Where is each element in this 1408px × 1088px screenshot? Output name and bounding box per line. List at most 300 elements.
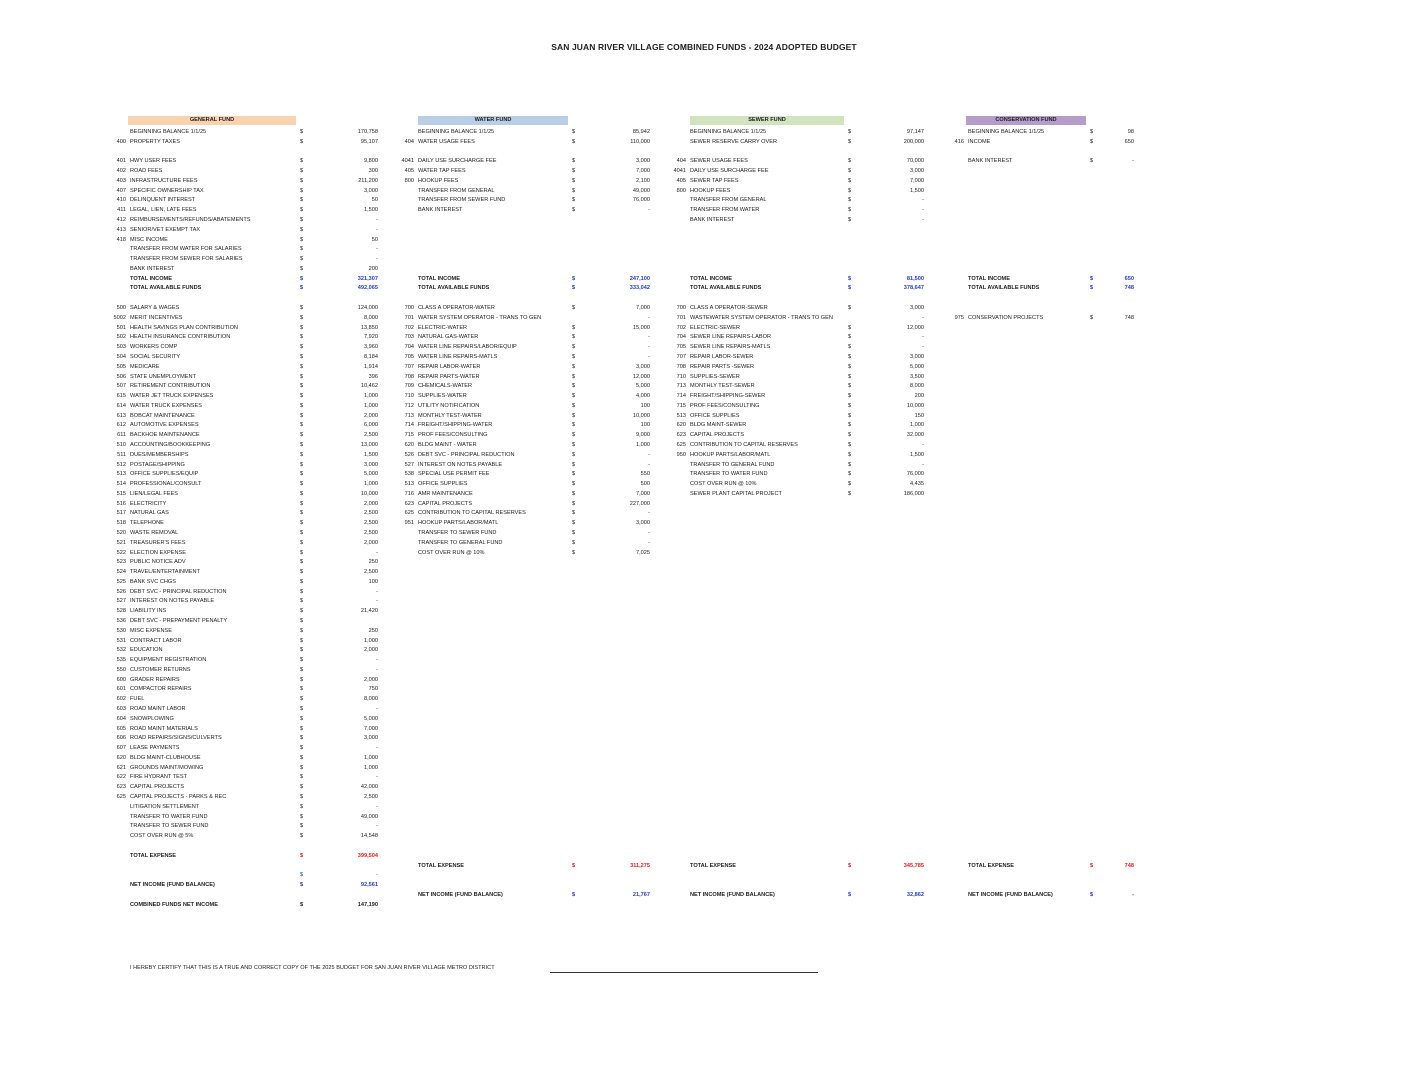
line-label: COMPACTOR REPAIRS xyxy=(130,686,192,693)
currency-symbol: $ xyxy=(300,872,304,879)
line-code: 404 xyxy=(676,158,686,165)
budget-row xyxy=(112,772,388,782)
line-amount: 1,000 xyxy=(636,441,650,448)
currency-symbol: $ xyxy=(300,275,304,282)
line-label: CONTRIBUTION TO CAPITAL RESERVES xyxy=(690,441,798,448)
budget-row xyxy=(672,460,934,470)
currency-symbol: $ xyxy=(572,383,576,390)
line-amount: - xyxy=(648,344,650,351)
line-code: 705 xyxy=(404,353,414,360)
line-amount: 124,000 xyxy=(357,305,378,312)
line-code: 505 xyxy=(116,363,126,370)
line-amount: 2,500 xyxy=(364,432,378,439)
budget-row xyxy=(112,655,388,665)
budget-row xyxy=(112,684,388,694)
line-label: PROFESSIONAL/CONSULT xyxy=(130,481,202,488)
currency-symbol: $ xyxy=(300,764,304,771)
line-amount: 32,000 xyxy=(906,432,924,439)
line-amount: - xyxy=(1132,891,1134,898)
budget-row xyxy=(950,861,1144,871)
line-amount: 500 xyxy=(640,481,650,488)
line-amount: 49,000 xyxy=(360,813,378,820)
currency-symbol: $ xyxy=(572,275,576,282)
line-amount: - xyxy=(376,598,378,605)
line-label: SEWER USAGE FEES xyxy=(690,158,748,165)
budget-row xyxy=(112,694,388,704)
line-amount: 97,147 xyxy=(906,129,924,135)
line-amount: 21,767 xyxy=(632,891,650,898)
line-code: 5002 xyxy=(113,314,126,321)
currency-symbol: $ xyxy=(848,158,852,165)
currency-symbol: $ xyxy=(848,402,852,409)
line-code: 707 xyxy=(676,353,686,360)
line-label: PROF FEES/CONSULTING xyxy=(690,402,760,409)
currency-symbol: $ xyxy=(300,236,304,243)
line-amount: 1,500 xyxy=(910,451,924,458)
line-amount: 345,785 xyxy=(903,862,924,869)
budget-row xyxy=(112,352,388,362)
line-label: ROAD REPAIRS/SIGNS/CULVERTS xyxy=(130,735,222,742)
line-amount: 321,307 xyxy=(357,275,378,282)
line-code: 521 xyxy=(116,539,126,546)
currency-symbol: $ xyxy=(572,539,576,546)
budget-row xyxy=(112,900,388,910)
line-code: 620 xyxy=(676,422,686,429)
line-amount: 7,000 xyxy=(636,305,650,312)
line-code: 504 xyxy=(116,353,126,360)
line-label: BLDG MAINT - WATER xyxy=(418,441,477,448)
line-code: 517 xyxy=(116,510,126,517)
line-code: 536 xyxy=(116,618,126,624)
currency-symbol: $ xyxy=(300,305,304,312)
currency-symbol: $ xyxy=(848,207,852,214)
line-code: 404 xyxy=(404,138,414,145)
line-label: BOBCAT MAINTENANCE xyxy=(130,412,195,419)
budget-row xyxy=(672,215,934,225)
line-code: 700 xyxy=(404,305,414,312)
budget-row xyxy=(950,156,1144,166)
line-label: ELECTRIC-SEWER xyxy=(690,324,741,331)
line-amount: 9,800 xyxy=(364,158,378,165)
line-amount: 7,025 xyxy=(636,549,650,556)
currency-symbol: $ xyxy=(300,813,304,820)
currency-symbol: $ xyxy=(572,461,576,468)
budget-row xyxy=(400,274,660,284)
currency-symbol: $ xyxy=(848,451,852,458)
currency-symbol: $ xyxy=(300,754,304,761)
line-code: 506 xyxy=(116,373,126,380)
currency-symbol: $ xyxy=(572,422,576,429)
line-code: 538 xyxy=(404,471,414,478)
line-code: 410 xyxy=(116,197,126,204)
line-amount: 50 xyxy=(371,197,378,204)
currency-symbol: $ xyxy=(1090,158,1094,165)
budget-row xyxy=(112,616,388,626)
line-label: MERIT INCENTIVES xyxy=(130,314,183,321)
line-amount: 1,000 xyxy=(364,393,378,400)
budget-row xyxy=(400,303,660,313)
line-amount: 1,000 xyxy=(364,481,378,488)
line-label: REPAIR PARTS -SEWER xyxy=(690,363,755,370)
line-code: 709 xyxy=(404,383,414,390)
line-code: 623 xyxy=(404,500,414,507)
line-amount: 12,000 xyxy=(632,373,650,380)
budget-row xyxy=(112,401,388,411)
currency-symbol: $ xyxy=(300,158,304,165)
budget-row xyxy=(400,127,660,137)
line-amount: 492,065 xyxy=(357,285,378,292)
budget-row xyxy=(112,391,388,401)
line-amount: 748 xyxy=(1124,285,1134,292)
line-amount: 4,435 xyxy=(910,481,924,488)
currency-symbol: $ xyxy=(300,608,304,615)
line-amount: 3,000 xyxy=(636,158,650,165)
line-code: 511 xyxy=(117,451,126,458)
line-amount: 333,042 xyxy=(629,285,650,292)
line-code: 513 xyxy=(404,481,414,488)
line-amount: 8,000 xyxy=(364,314,378,321)
budget-row xyxy=(112,450,388,460)
currency-symbol: $ xyxy=(572,529,576,536)
line-label: SPECIFIC OWNERSHIP TAX xyxy=(130,187,204,194)
line-label: WATER USAGE FEES xyxy=(418,138,475,145)
currency-symbol: $ xyxy=(300,745,304,752)
currency-symbol: $ xyxy=(300,177,304,184)
budget-row xyxy=(112,274,388,284)
line-label: REPAIR PARTS-WATER xyxy=(418,373,480,380)
line-label: PROF FEES/CONSULTING xyxy=(418,432,488,439)
line-code: 513 xyxy=(116,471,126,478)
line-label: DEBT SVC - PREPAYMENT PENALTY xyxy=(130,618,228,624)
line-code: 603 xyxy=(116,706,126,713)
currency-symbol: $ xyxy=(300,715,304,722)
line-label: NET INCOME (FUND BALANCE) xyxy=(418,891,503,898)
budget-row xyxy=(112,538,388,548)
line-label: WATER LINE REPAIRS/LABOR/EQUIP xyxy=(418,344,517,351)
budget-row xyxy=(112,743,388,753)
line-code: 510 xyxy=(116,441,126,448)
budget-row xyxy=(112,283,388,293)
line-label: CAPITAL PROJECTS xyxy=(418,500,473,507)
line-label: NATURAL GAS-WATER xyxy=(418,334,479,341)
currency-symbol: $ xyxy=(572,334,576,341)
line-code: 621 xyxy=(116,764,126,771)
currency-symbol: $ xyxy=(848,353,852,360)
budget-row xyxy=(400,323,660,333)
line-label: CAPITAL PROJECTS - PARKS & REC xyxy=(130,794,227,801)
line-amount: 2,000 xyxy=(364,539,378,546)
budget-row xyxy=(112,577,388,587)
line-code: 514 xyxy=(116,481,126,488)
line-code: 4041 xyxy=(673,168,686,175)
line-amount: 2,500 xyxy=(364,529,378,536)
budget-row xyxy=(400,283,660,293)
line-amount: 110,000 xyxy=(630,138,650,145)
line-label: BEGINNING BALANCE 1/1/25 xyxy=(130,129,207,135)
line-amount: 8,000 xyxy=(910,383,924,390)
line-amount: 49,000 xyxy=(632,187,650,194)
line-amount: 300 xyxy=(368,168,378,175)
line-label: TRANSFER TO WATER FUND xyxy=(130,813,208,820)
budget-row xyxy=(400,313,660,323)
currency-symbol: $ xyxy=(572,285,576,292)
currency-symbol: $ xyxy=(572,520,576,527)
budget-row xyxy=(400,890,660,900)
line-amount: 650 xyxy=(1124,275,1134,282)
budget-row xyxy=(400,411,660,421)
page-title: SAN JUAN RIVER VILLAGE COMBINED FUNDS - 2024 ADOPTED BUDGET xyxy=(551,42,857,52)
budget-row xyxy=(112,675,388,685)
line-label: WATER TRUCK EXPENSES xyxy=(130,402,203,409)
currency-symbol: $ xyxy=(300,882,304,889)
line-label: CHEMICALS-WATER xyxy=(418,383,473,390)
line-amount: 147,190 xyxy=(357,901,378,908)
line-amount: 3,960 xyxy=(364,344,378,351)
line-label: SEWER RESERVE CARRY OVER xyxy=(690,138,778,145)
currency-symbol: $ xyxy=(572,510,576,517)
line-code: 701 xyxy=(676,314,686,321)
line-label: NET INCOME (FUND BALANCE) xyxy=(130,882,215,889)
budget-row xyxy=(112,508,388,518)
budget-row xyxy=(400,430,660,440)
budget-row xyxy=(672,401,934,411)
currency-symbol: $ xyxy=(300,226,304,233)
line-code: 501 xyxy=(116,324,126,331)
line-label: PUBLIC NOTICE ADV xyxy=(130,559,186,566)
currency-symbol: $ xyxy=(848,432,852,439)
currency-symbol: $ xyxy=(572,490,576,497)
line-label: DELINQUENT INTEREST xyxy=(130,197,196,204)
line-code: 401 xyxy=(116,158,126,165)
line-amount: - xyxy=(376,549,378,556)
line-code: 708 xyxy=(676,363,686,370)
line-label: WASTE REMOVAL xyxy=(130,529,179,536)
budget-row xyxy=(400,137,660,147)
line-amount: 227,000 xyxy=(629,500,650,507)
currency-symbol: $ xyxy=(300,207,304,214)
currency-symbol: $ xyxy=(848,275,852,282)
budget-row xyxy=(112,381,388,391)
line-label: INTEREST ON NOTES PAYABLE xyxy=(130,598,215,605)
line-code: 620 xyxy=(116,754,126,761)
budget-row xyxy=(672,469,934,479)
line-amount: 14,548 xyxy=(360,833,378,840)
line-amount: 1,500 xyxy=(364,207,378,214)
currency-symbol: $ xyxy=(300,334,304,341)
budget-row xyxy=(112,645,388,655)
currency-symbol: $ xyxy=(848,324,852,331)
currency-symbol: $ xyxy=(1090,891,1094,898)
line-code: 625 xyxy=(676,441,686,448)
line-label: HEALTH SAVINGS PLAN CONTRIBUTION xyxy=(130,324,238,331)
line-label: TOTAL INCOME xyxy=(690,275,732,282)
currency-symbol: $ xyxy=(848,471,852,478)
line-label: OFFICE SUPPLIES xyxy=(418,481,468,488)
line-amount: 2,500 xyxy=(364,569,378,576)
currency-symbol: $ xyxy=(300,666,304,673)
line-label: WATER LINE REPAIRS-MATLS xyxy=(418,353,498,360)
budget-row xyxy=(672,411,934,421)
line-amount: 4,000 xyxy=(636,393,650,400)
budget-row xyxy=(672,372,934,382)
budget-row xyxy=(400,489,660,499)
line-code: 701 xyxy=(404,314,414,321)
currency-symbol: $ xyxy=(300,373,304,380)
currency-symbol: $ xyxy=(572,862,576,869)
line-label: TRANSFER TO GENERAL FUND xyxy=(690,461,775,468)
budget-row xyxy=(950,313,1144,323)
sewer-fund-header: SEWER FUND xyxy=(690,116,844,125)
line-code: 613 xyxy=(116,412,126,419)
currency-symbol: $ xyxy=(300,344,304,351)
line-label: SEWER LINE REPAIRS-LABOR xyxy=(690,334,772,341)
certification-text: I HEREBY CERTIFY THAT THIS IS A TRUE AND CORRECT COPY OF THE 2025 BUDGET FOR SAN JUAN RIVER VILLAGE METRO DISTRICT xyxy=(130,965,495,971)
budget-row xyxy=(112,225,388,235)
currency-symbol: $ xyxy=(300,256,304,263)
budget-row xyxy=(112,714,388,724)
line-label: SEWER TAP FEES xyxy=(690,177,739,184)
line-label: COMBINED FUNDS NET INCOME xyxy=(130,901,218,908)
line-label: GROUNDS MAINT/MOWING xyxy=(130,764,204,771)
line-label: TRANSFER FROM GENERAL xyxy=(690,197,767,204)
line-code: 526 xyxy=(116,588,126,595)
line-code: 951 xyxy=(404,520,414,527)
line-amount: 15,000 xyxy=(632,324,650,331)
currency-symbol: $ xyxy=(300,412,304,419)
line-label: CONTRIBUTION TO CAPITAL RESERVES xyxy=(418,510,526,517)
line-label: HWY USER FEES xyxy=(130,158,177,165)
line-code: 713 xyxy=(404,412,414,419)
currency-symbol: $ xyxy=(1090,314,1094,321)
line-label: BANK INTEREST xyxy=(968,158,1013,165)
line-code: 400 xyxy=(116,138,126,145)
currency-symbol: $ xyxy=(300,314,304,321)
line-label: BANK INTEREST xyxy=(130,265,175,272)
line-amount: 748 xyxy=(1124,314,1134,321)
budget-row xyxy=(112,763,388,773)
currency-symbol: $ xyxy=(300,627,304,634)
line-label: LIABILITY INS xyxy=(130,608,167,615)
budget-row xyxy=(112,460,388,470)
budget-row xyxy=(950,274,1144,284)
line-label: TOTAL AVAILABLE FUNDS xyxy=(968,285,1040,292)
line-label: OFFICE SUPPLIES xyxy=(690,412,740,419)
line-code: 700 xyxy=(676,305,686,312)
currency-symbol: $ xyxy=(572,373,576,380)
line-code: 710 xyxy=(404,393,414,400)
currency-symbol: $ xyxy=(300,901,304,908)
line-amount: 200,000 xyxy=(903,138,924,145)
line-amount: 7,000 xyxy=(364,725,378,732)
currency-symbol: $ xyxy=(848,177,852,184)
line-amount: - xyxy=(376,803,378,810)
line-label: WATER TAP FEES xyxy=(418,168,466,175)
line-label: TRANSFER FROM WATER xyxy=(690,207,760,214)
currency-symbol: $ xyxy=(1090,285,1094,292)
line-code: 518 xyxy=(116,520,126,527)
budget-row xyxy=(112,440,388,450)
line-amount: 81,500 xyxy=(906,275,924,282)
line-amount: - xyxy=(376,706,378,713)
line-label: BANK INTEREST xyxy=(690,217,735,224)
budget-row xyxy=(672,283,934,293)
budget-row xyxy=(112,254,388,264)
budget-row xyxy=(112,557,388,567)
line-amount: 7,000 xyxy=(910,177,924,184)
budget-row xyxy=(672,166,934,176)
line-label: LITIGATION SETTLEMENT xyxy=(130,803,200,810)
line-code: 601 xyxy=(116,686,126,693)
line-label: BLDG MAINT-SEWER xyxy=(690,422,747,429)
line-label: TRANSFER FROM SEWER FUND xyxy=(418,197,506,204)
line-label: SPECIAL USE PERMIT FEE xyxy=(418,471,490,478)
line-code: 500 xyxy=(116,305,126,312)
currency-symbol: $ xyxy=(300,735,304,742)
currency-symbol: $ xyxy=(300,578,304,585)
budget-row xyxy=(400,332,660,342)
budget-row xyxy=(672,450,934,460)
line-label: FREIGHT/SHIPPING-WATER xyxy=(418,422,493,429)
currency-symbol: $ xyxy=(300,187,304,194)
currency-symbol: $ xyxy=(572,412,576,419)
currency-symbol: $ xyxy=(300,529,304,536)
line-amount: 8,000 xyxy=(364,696,378,703)
line-code: 520 xyxy=(116,529,126,536)
line-label: MISC EXPENSE xyxy=(130,627,172,634)
line-amount: 5,000 xyxy=(636,383,650,390)
budget-row xyxy=(400,186,660,196)
line-label: COST OVER RUN @ 10% xyxy=(418,549,485,556)
line-label: WATER JET TRUCK EXPENSES xyxy=(130,393,214,400)
line-amount: 3,000 xyxy=(364,187,378,194)
line-label: GRADER REPAIRS xyxy=(130,676,180,683)
currency-symbol: $ xyxy=(572,353,576,360)
currency-symbol: $ xyxy=(848,441,852,448)
currency-symbol: $ xyxy=(848,217,852,224)
line-amount: 5,000 xyxy=(364,715,378,722)
line-label: BACKHOE MAINTENANCE xyxy=(130,432,200,439)
currency-symbol: $ xyxy=(572,451,576,458)
line-code: 600 xyxy=(116,676,126,683)
line-label: HOOKUP FEES xyxy=(690,187,731,194)
currency-symbol: $ xyxy=(300,823,304,830)
line-label: FIRE HYDRANT TEST xyxy=(130,774,187,781)
line-amount: - xyxy=(648,314,650,321)
currency-symbol: $ xyxy=(300,784,304,791)
line-code: 620 xyxy=(404,441,414,448)
line-amount: 399,504 xyxy=(357,852,378,859)
budget-row xyxy=(112,235,388,245)
currency-symbol: $ xyxy=(1090,129,1094,135)
currency-symbol: $ xyxy=(572,402,576,409)
budget-row xyxy=(112,704,388,714)
line-label: TOTAL EXPENSE xyxy=(968,862,1015,869)
line-label: WATER SYSTEM OPERATOR - TRANS TO GEN xyxy=(418,314,542,321)
budget-row xyxy=(672,342,934,352)
line-code: 411 xyxy=(117,207,126,214)
line-code: 714 xyxy=(676,393,686,400)
line-amount: 70,000 xyxy=(906,158,924,165)
line-amount: 2,500 xyxy=(364,520,378,527)
budget-row xyxy=(950,127,1144,137)
line-amount: - xyxy=(922,314,924,321)
line-amount: 1,500 xyxy=(910,187,924,194)
currency-symbol: $ xyxy=(848,481,852,488)
budget-row xyxy=(672,195,934,205)
line-code: 531 xyxy=(116,637,126,644)
line-amount: 13,000 xyxy=(360,441,378,448)
line-label: REPAIR LABOR-WATER xyxy=(418,363,481,370)
